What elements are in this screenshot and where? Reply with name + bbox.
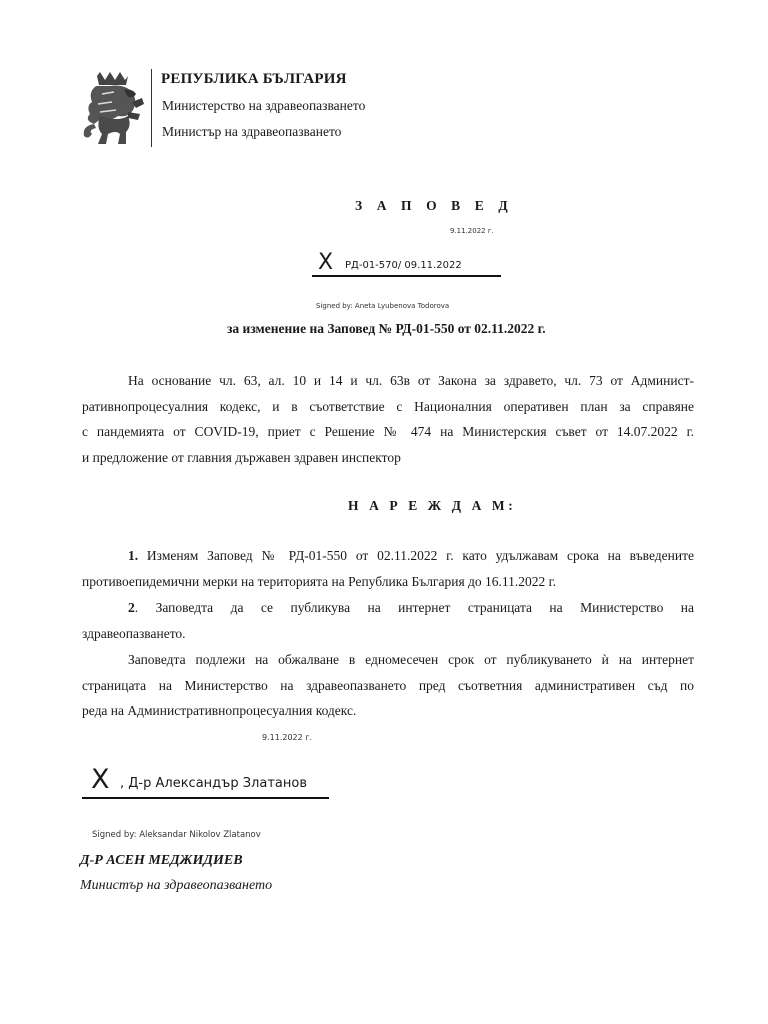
signed-by-top: Signed by: Aneta Lyubenova Todorova: [316, 302, 450, 310]
item-2-paragraph: [82, 595, 694, 646]
item-1-number: 1.: [128, 548, 139, 563]
top-sign-date: 9.11.2022 г.: [450, 227, 494, 235]
preamble-paragraph: [82, 368, 694, 470]
item-2-line: здравеопазването.: [82, 625, 186, 641]
item-1-text: Изменям Заповед № РД-01-550 от 02.11.2022 г. като удължавам срока на въведените: [138, 548, 694, 563]
order-subject: за изменение на Заповед № РД-01-550 от 02.11.2022 г.: [227, 321, 546, 336]
item-1-line: противоепидемични мерки на територията на Република България до 16.11.2022 г.: [82, 573, 557, 589]
signature-line-bottom: [82, 797, 329, 799]
item-2-text: . Заповедта да се публикува на интернет страницата на Министерство на: [134, 600, 694, 615]
signature-x-mark-bottom: X: [91, 764, 110, 795]
appeal-paragraph: [82, 647, 694, 724]
item-2-line: [82, 595, 694, 621]
appeal-line: реда на Административнопроцесуалния кодекс.: [82, 703, 357, 718]
ministry-name: Министерство на здравеопазването: [162, 98, 366, 113]
signature-x-mark-top: X: [318, 250, 334, 275]
item-1-line: [82, 543, 694, 569]
bottom-sign-date: 9.11.2022 г.: [262, 733, 313, 742]
order-heading: Н А Р Е Ж Д А М:: [348, 498, 517, 513]
header-divider: [151, 69, 152, 147]
minister-title: Министър на здравеопазването: [162, 124, 342, 139]
preamble-line: и предложение от главния държавен здравен инспектор: [82, 449, 401, 465]
coat-of-arms-lion-icon: [80, 68, 146, 148]
preamble-line: На основание чл. 63, ал. 10 и 14 и чл. 63в от Закона за здравето, чл. 73 от Админист-: [128, 373, 694, 388]
preamble-line: с пандемията от COVID-19, приет с Решение № 474 на Министерския съвет от 14.07.2022 г.: [82, 424, 694, 439]
signed-by-bottom: Signed by: Aleksandar Nikolov Zlatanov: [92, 830, 261, 840]
document-title: З А П О В Е Д: [355, 198, 514, 213]
signature-line-top: [312, 275, 501, 277]
appeal-line: Заповедта подлежи на обжалване в едномесечен срок от публикуването ѝ на интернет: [128, 652, 694, 667]
appeal-line: страницата на Министерство на здравеопазването пред съответния административен съд по: [82, 677, 694, 693]
item-2-number: 2: [128, 600, 135, 615]
signer-name: Д-Р АСЕН МЕДЖИДИЕВ: [80, 853, 243, 868]
republic-title: РЕПУБЛИКА БЪЛГАРИЯ: [161, 71, 347, 87]
order-number: РД-01-570/ 09.11.2022: [345, 260, 462, 271]
preamble-line: ративнопроцесуалния кодекс, и в съответствие с Националния оперативен план за справяне: [82, 398, 694, 414]
signer-title: Министър на здравеопазването: [80, 878, 273, 893]
item-1-paragraph: [82, 543, 694, 594]
signer-name-line: , Д-р Александър Златанов: [120, 776, 307, 791]
